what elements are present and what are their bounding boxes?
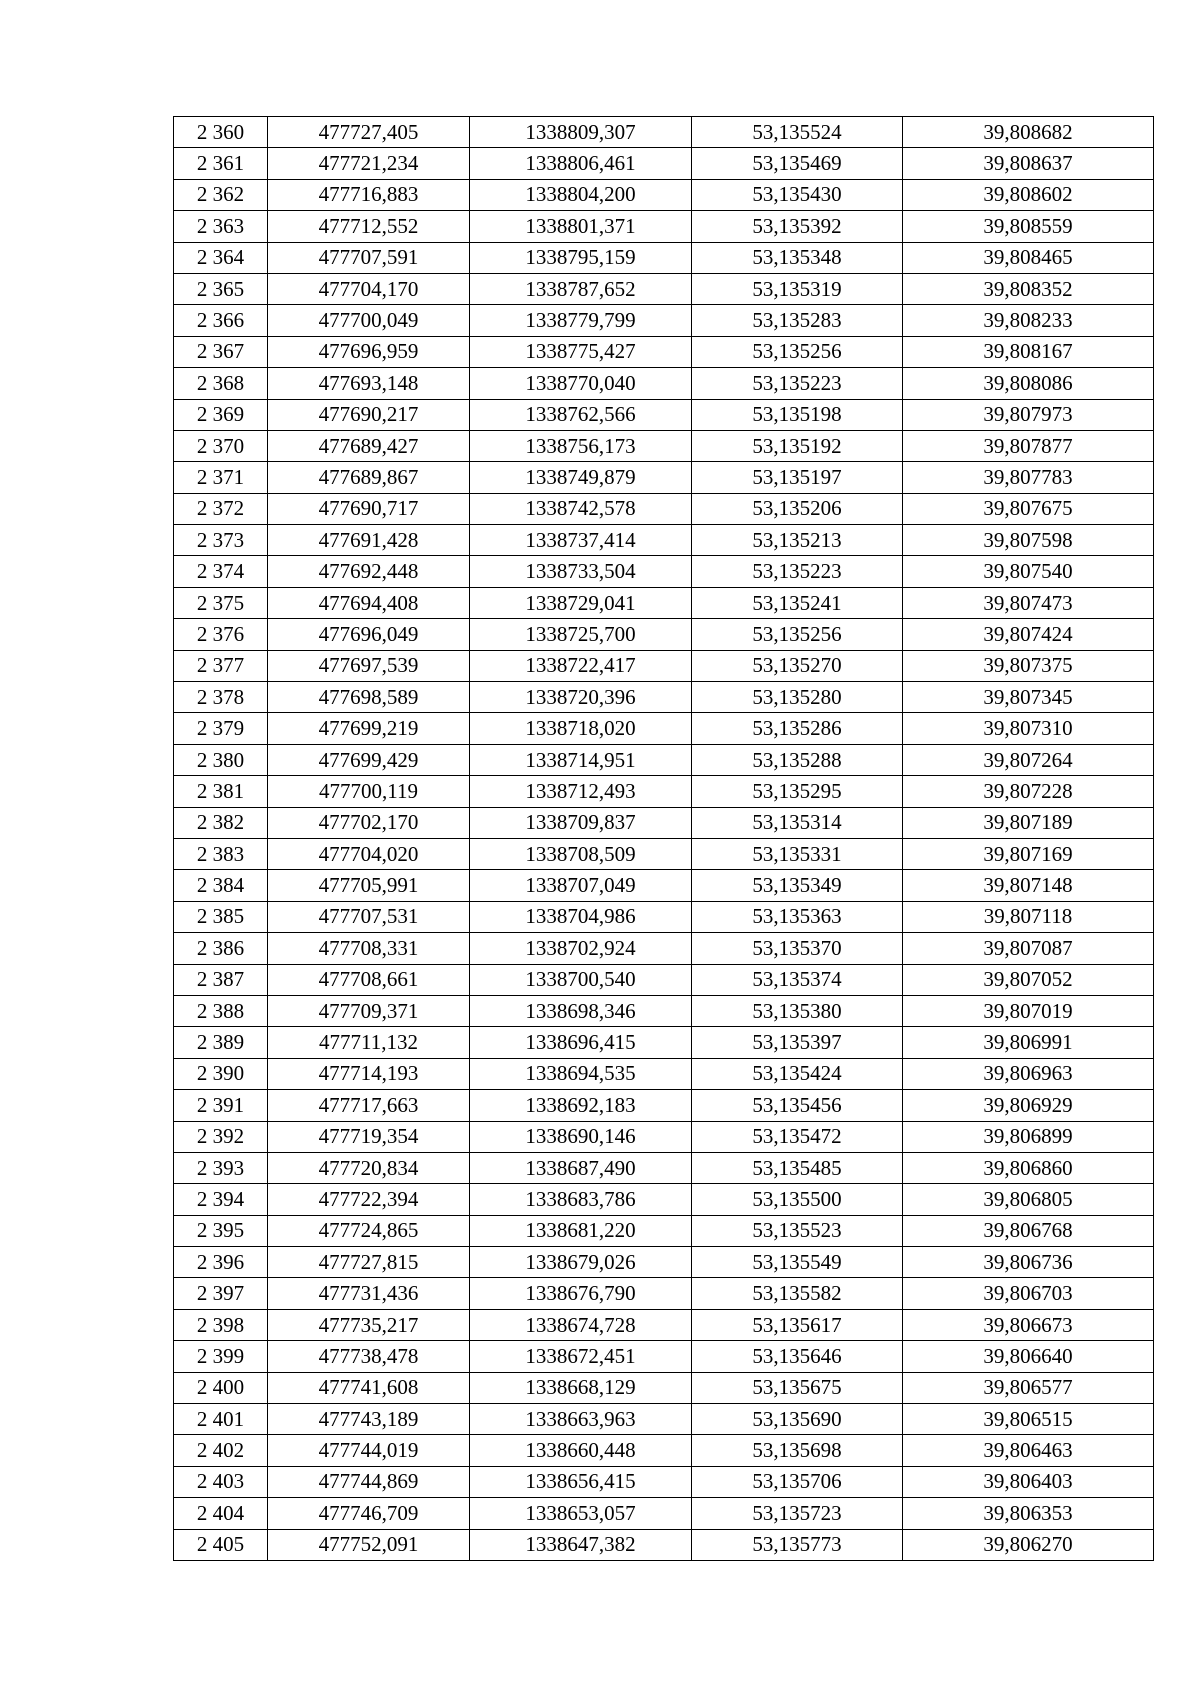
table-row (174, 1090, 1154, 1121)
y-coordinate-cell: 1338694,535 (470, 1058, 692, 1089)
latitude-cell: 53,135582 (692, 1278, 903, 1309)
table-row (174, 682, 1154, 713)
latitude-cell: 53,135198 (692, 399, 903, 430)
latitude-cell: 53,135319 (692, 273, 903, 304)
y-coordinate-cell: 1338668,129 (470, 1372, 692, 1403)
y-coordinate-cell: 1338653,057 (470, 1498, 692, 1529)
table-row (174, 399, 1154, 430)
latitude-cell: 53,135256 (692, 619, 903, 650)
y-coordinate-cell: 1338700,540 (470, 964, 692, 995)
y-coordinate-cell: 1338742,578 (470, 493, 692, 524)
longitude-cell: 39,807540 (903, 556, 1154, 587)
latitude-cell: 53,135280 (692, 682, 903, 713)
latitude-cell: 53,135646 (692, 1341, 903, 1372)
y-coordinate-cell: 1338749,879 (470, 462, 692, 493)
longitude-cell: 39,806577 (903, 1372, 1154, 1403)
table-row (174, 211, 1154, 242)
latitude-cell: 53,135392 (692, 211, 903, 242)
x-coordinate-cell: 477719,354 (268, 1121, 470, 1152)
y-coordinate-cell: 1338720,396 (470, 682, 692, 713)
y-coordinate-cell: 1338804,200 (470, 179, 692, 210)
point-number-cell: 2 393 (174, 1152, 268, 1183)
table-row (174, 995, 1154, 1026)
longitude-cell: 39,806403 (903, 1466, 1154, 1497)
longitude-cell: 39,807118 (903, 901, 1154, 932)
table-row (174, 493, 1154, 524)
y-coordinate-cell: 1338733,504 (470, 556, 692, 587)
x-coordinate-cell: 477744,869 (268, 1466, 470, 1497)
x-coordinate-cell: 477714,193 (268, 1058, 470, 1089)
y-coordinate-cell: 1338683,786 (470, 1184, 692, 1215)
point-number-cell: 2 399 (174, 1341, 268, 1372)
point-number-cell: 2 382 (174, 807, 268, 838)
y-coordinate-cell: 1338707,049 (470, 870, 692, 901)
x-coordinate-cell: 477731,436 (268, 1278, 470, 1309)
longitude-cell: 39,806270 (903, 1529, 1154, 1560)
table-row (174, 1027, 1154, 1058)
table-row (174, 933, 1154, 964)
y-coordinate-cell: 1338676,790 (470, 1278, 692, 1309)
point-number-cell: 2 368 (174, 368, 268, 399)
y-coordinate-cell: 1338770,040 (470, 368, 692, 399)
x-coordinate-cell: 477709,371 (268, 995, 470, 1026)
latitude-cell: 53,135241 (692, 587, 903, 618)
x-coordinate-cell: 477700,119 (268, 776, 470, 807)
y-coordinate-cell: 1338647,382 (470, 1529, 692, 1560)
table-row (174, 1529, 1154, 1560)
longitude-cell: 39,807345 (903, 682, 1154, 713)
table-row (174, 1404, 1154, 1435)
longitude-cell: 39,807375 (903, 650, 1154, 681)
longitude-cell: 39,807019 (903, 995, 1154, 1026)
y-coordinate-cell: 1338704,986 (470, 901, 692, 932)
table-row (174, 148, 1154, 179)
longitude-cell: 39,806353 (903, 1498, 1154, 1529)
table-row (174, 870, 1154, 901)
x-coordinate-cell: 477708,661 (268, 964, 470, 995)
x-coordinate-cell: 477696,959 (268, 336, 470, 367)
y-coordinate-cell: 1338663,963 (470, 1404, 692, 1435)
table-row (174, 273, 1154, 304)
point-number-cell: 2 365 (174, 273, 268, 304)
longitude-cell: 39,808682 (903, 117, 1154, 148)
latitude-cell: 53,135206 (692, 493, 903, 524)
longitude-cell: 39,808559 (903, 211, 1154, 242)
x-coordinate-cell: 477724,865 (268, 1215, 470, 1246)
y-coordinate-cell: 1338787,652 (470, 273, 692, 304)
latitude-cell: 53,135500 (692, 1184, 903, 1215)
y-coordinate-cell: 1338712,493 (470, 776, 692, 807)
longitude-cell: 39,806963 (903, 1058, 1154, 1089)
y-coordinate-cell: 1338672,451 (470, 1341, 692, 1372)
y-coordinate-cell: 1338679,026 (470, 1247, 692, 1278)
x-coordinate-cell: 477698,589 (268, 682, 470, 713)
latitude-cell: 53,135213 (692, 525, 903, 556)
table-row (174, 901, 1154, 932)
point-number-cell: 2 379 (174, 713, 268, 744)
latitude-cell: 53,135363 (692, 901, 903, 932)
point-number-cell: 2 398 (174, 1309, 268, 1340)
x-coordinate-cell: 477744,019 (268, 1435, 470, 1466)
point-number-cell: 2 403 (174, 1466, 268, 1497)
point-number-cell: 2 372 (174, 493, 268, 524)
latitude-cell: 53,135374 (692, 964, 903, 995)
longitude-cell: 39,807973 (903, 399, 1154, 430)
point-number-cell: 2 384 (174, 870, 268, 901)
table-row (174, 964, 1154, 995)
x-coordinate-cell: 477692,448 (268, 556, 470, 587)
y-coordinate-cell: 1338762,566 (470, 399, 692, 430)
x-coordinate-cell: 477690,717 (268, 493, 470, 524)
x-coordinate-cell: 477741,608 (268, 1372, 470, 1403)
point-number-cell: 2 404 (174, 1498, 268, 1529)
point-number-cell: 2 363 (174, 211, 268, 242)
x-coordinate-cell: 477690,217 (268, 399, 470, 430)
latitude-cell: 53,135706 (692, 1466, 903, 1497)
longitude-cell: 39,807310 (903, 713, 1154, 744)
latitude-cell: 53,135485 (692, 1152, 903, 1183)
table-row (174, 1278, 1154, 1309)
longitude-cell: 39,806805 (903, 1184, 1154, 1215)
longitude-cell: 39,808352 (903, 273, 1154, 304)
y-coordinate-cell: 1338709,837 (470, 807, 692, 838)
latitude-cell: 53,135617 (692, 1309, 903, 1340)
latitude-cell: 53,135675 (692, 1372, 903, 1403)
x-coordinate-cell: 477727,405 (268, 117, 470, 148)
x-coordinate-cell: 477702,170 (268, 807, 470, 838)
y-coordinate-cell: 1338692,183 (470, 1090, 692, 1121)
x-coordinate-cell: 477708,331 (268, 933, 470, 964)
latitude-cell: 53,135192 (692, 430, 903, 461)
point-number-cell: 2 371 (174, 462, 268, 493)
longitude-cell: 39,806515 (903, 1404, 1154, 1435)
y-coordinate-cell: 1338795,159 (470, 242, 692, 273)
y-coordinate-cell: 1338698,346 (470, 995, 692, 1026)
x-coordinate-cell: 477689,427 (268, 430, 470, 461)
table-row (174, 1152, 1154, 1183)
point-number-cell: 2 389 (174, 1027, 268, 1058)
point-number-cell: 2 374 (174, 556, 268, 587)
table-row (174, 1215, 1154, 1246)
table-row (174, 179, 1154, 210)
table-row (174, 336, 1154, 367)
latitude-cell: 53,135349 (692, 870, 903, 901)
table-row (174, 430, 1154, 461)
latitude-cell: 53,135288 (692, 744, 903, 775)
longitude-cell: 39,808637 (903, 148, 1154, 179)
latitude-cell: 53,135331 (692, 838, 903, 869)
x-coordinate-cell: 477689,867 (268, 462, 470, 493)
longitude-cell: 39,807148 (903, 870, 1154, 901)
longitude-cell: 39,806736 (903, 1247, 1154, 1278)
point-number-cell: 2 383 (174, 838, 268, 869)
coordinates-table-body (174, 117, 1154, 1561)
latitude-cell: 53,135283 (692, 305, 903, 336)
point-number-cell: 2 405 (174, 1529, 268, 1560)
x-coordinate-cell: 477712,552 (268, 211, 470, 242)
x-coordinate-cell: 477746,709 (268, 1498, 470, 1529)
point-number-cell: 2 377 (174, 650, 268, 681)
longitude-cell: 39,806991 (903, 1027, 1154, 1058)
latitude-cell: 53,135223 (692, 556, 903, 587)
x-coordinate-cell: 477752,091 (268, 1529, 470, 1560)
point-number-cell: 2 386 (174, 933, 268, 964)
point-number-cell: 2 370 (174, 430, 268, 461)
x-coordinate-cell: 477727,815 (268, 1247, 470, 1278)
y-coordinate-cell: 1338725,700 (470, 619, 692, 650)
y-coordinate-cell: 1338806,461 (470, 148, 692, 179)
x-coordinate-cell: 477704,170 (268, 273, 470, 304)
point-number-cell: 2 378 (174, 682, 268, 713)
point-number-cell: 2 362 (174, 179, 268, 210)
latitude-cell: 53,135456 (692, 1090, 903, 1121)
longitude-cell: 39,806640 (903, 1341, 1154, 1372)
x-coordinate-cell: 477722,394 (268, 1184, 470, 1215)
y-coordinate-cell: 1338775,427 (470, 336, 692, 367)
longitude-cell: 39,806673 (903, 1309, 1154, 1340)
table-row (174, 556, 1154, 587)
point-number-cell: 2 361 (174, 148, 268, 179)
y-coordinate-cell: 1338722,417 (470, 650, 692, 681)
y-coordinate-cell: 1338674,728 (470, 1309, 692, 1340)
x-coordinate-cell: 477707,531 (268, 901, 470, 932)
table-row (174, 713, 1154, 744)
latitude-cell: 53,135197 (692, 462, 903, 493)
longitude-cell: 39,808167 (903, 336, 1154, 367)
y-coordinate-cell: 1338809,307 (470, 117, 692, 148)
longitude-cell: 39,808233 (903, 305, 1154, 336)
point-number-cell: 2 385 (174, 901, 268, 932)
latitude-cell: 53,135314 (692, 807, 903, 838)
table-row (174, 1466, 1154, 1497)
x-coordinate-cell: 477721,234 (268, 148, 470, 179)
latitude-cell: 53,135286 (692, 713, 903, 744)
x-coordinate-cell: 477691,428 (268, 525, 470, 556)
table-row (174, 1121, 1154, 1152)
longitude-cell: 39,806703 (903, 1278, 1154, 1309)
longitude-cell: 39,807675 (903, 493, 1154, 524)
y-coordinate-cell: 1338702,924 (470, 933, 692, 964)
x-coordinate-cell: 477705,991 (268, 870, 470, 901)
x-coordinate-cell: 477720,834 (268, 1152, 470, 1183)
table-row (174, 1498, 1154, 1529)
latitude-cell: 53,135469 (692, 148, 903, 179)
x-coordinate-cell: 477735,217 (268, 1309, 470, 1340)
latitude-cell: 53,135270 (692, 650, 903, 681)
point-number-cell: 2 397 (174, 1278, 268, 1309)
x-coordinate-cell: 477700,049 (268, 305, 470, 336)
longitude-cell: 39,807228 (903, 776, 1154, 807)
x-coordinate-cell: 477704,020 (268, 838, 470, 869)
latitude-cell: 53,135690 (692, 1404, 903, 1435)
table-row (174, 1435, 1154, 1466)
y-coordinate-cell: 1338687,490 (470, 1152, 692, 1183)
point-number-cell: 2 376 (174, 619, 268, 650)
x-coordinate-cell: 477738,478 (268, 1341, 470, 1372)
y-coordinate-cell: 1338729,041 (470, 587, 692, 618)
longitude-cell: 39,807424 (903, 619, 1154, 650)
latitude-cell: 53,135523 (692, 1215, 903, 1246)
latitude-cell: 53,135223 (692, 368, 903, 399)
longitude-cell: 39,807264 (903, 744, 1154, 775)
latitude-cell: 53,135524 (692, 117, 903, 148)
point-number-cell: 2 394 (174, 1184, 268, 1215)
table-row (174, 744, 1154, 775)
y-coordinate-cell: 1338714,951 (470, 744, 692, 775)
point-number-cell: 2 402 (174, 1435, 268, 1466)
point-number-cell: 2 380 (174, 744, 268, 775)
table-row (174, 525, 1154, 556)
table-row (174, 776, 1154, 807)
point-number-cell: 2 360 (174, 117, 268, 148)
longitude-cell: 39,806768 (903, 1215, 1154, 1246)
y-coordinate-cell: 1338801,371 (470, 211, 692, 242)
longitude-cell: 39,806929 (903, 1090, 1154, 1121)
latitude-cell: 53,135295 (692, 776, 903, 807)
y-coordinate-cell: 1338681,220 (470, 1215, 692, 1246)
table-row (174, 242, 1154, 273)
x-coordinate-cell: 477699,219 (268, 713, 470, 744)
y-coordinate-cell: 1338690,146 (470, 1121, 692, 1152)
latitude-cell: 53,135549 (692, 1247, 903, 1278)
latitude-cell: 53,135370 (692, 933, 903, 964)
coordinates-table (173, 116, 1154, 1561)
x-coordinate-cell: 477711,132 (268, 1027, 470, 1058)
longitude-cell: 39,807783 (903, 462, 1154, 493)
table-row (174, 1247, 1154, 1278)
y-coordinate-cell: 1338656,415 (470, 1466, 692, 1497)
point-number-cell: 2 388 (174, 995, 268, 1026)
y-coordinate-cell: 1338779,799 (470, 305, 692, 336)
point-number-cell: 2 381 (174, 776, 268, 807)
longitude-cell: 39,807598 (903, 525, 1154, 556)
point-number-cell: 2 392 (174, 1121, 268, 1152)
latitude-cell: 53,135380 (692, 995, 903, 1026)
y-coordinate-cell: 1338756,173 (470, 430, 692, 461)
x-coordinate-cell: 477707,591 (268, 242, 470, 273)
x-coordinate-cell: 477743,189 (268, 1404, 470, 1435)
longitude-cell: 39,807052 (903, 964, 1154, 995)
x-coordinate-cell: 477693,148 (268, 368, 470, 399)
longitude-cell: 39,807473 (903, 587, 1154, 618)
latitude-cell: 53,135424 (692, 1058, 903, 1089)
x-coordinate-cell: 477694,408 (268, 587, 470, 618)
latitude-cell: 53,135773 (692, 1529, 903, 1560)
longitude-cell: 39,807189 (903, 807, 1154, 838)
point-number-cell: 2 396 (174, 1247, 268, 1278)
table-row (174, 650, 1154, 681)
longitude-cell: 39,807877 (903, 430, 1154, 461)
point-number-cell: 2 366 (174, 305, 268, 336)
x-coordinate-cell: 477696,049 (268, 619, 470, 650)
point-number-cell: 2 395 (174, 1215, 268, 1246)
table-row (174, 1184, 1154, 1215)
point-number-cell: 2 401 (174, 1404, 268, 1435)
table-row (174, 838, 1154, 869)
table-row (174, 1309, 1154, 1340)
point-number-cell: 2 364 (174, 242, 268, 273)
table-row (174, 305, 1154, 336)
x-coordinate-cell: 477697,539 (268, 650, 470, 681)
point-number-cell: 2 400 (174, 1372, 268, 1403)
longitude-cell: 39,808602 (903, 179, 1154, 210)
point-number-cell: 2 375 (174, 587, 268, 618)
point-number-cell: 2 373 (174, 525, 268, 556)
table-row (174, 619, 1154, 650)
x-coordinate-cell: 477716,883 (268, 179, 470, 210)
y-coordinate-cell: 1338696,415 (470, 1027, 692, 1058)
point-number-cell: 2 391 (174, 1090, 268, 1121)
latitude-cell: 53,135348 (692, 242, 903, 273)
table-row (174, 462, 1154, 493)
x-coordinate-cell: 477699,429 (268, 744, 470, 775)
latitude-cell: 53,135698 (692, 1435, 903, 1466)
longitude-cell: 39,806899 (903, 1121, 1154, 1152)
latitude-cell: 53,135430 (692, 179, 903, 210)
y-coordinate-cell: 1338718,020 (470, 713, 692, 744)
latitude-cell: 53,135397 (692, 1027, 903, 1058)
x-coordinate-cell: 477717,663 (268, 1090, 470, 1121)
table-row (174, 1372, 1154, 1403)
longitude-cell: 39,808465 (903, 242, 1154, 273)
longitude-cell: 39,806463 (903, 1435, 1154, 1466)
longitude-cell: 39,806860 (903, 1152, 1154, 1183)
table-row (174, 1058, 1154, 1089)
table-row (174, 368, 1154, 399)
longitude-cell: 39,808086 (903, 368, 1154, 399)
y-coordinate-cell: 1338737,414 (470, 525, 692, 556)
table-row (174, 1341, 1154, 1372)
point-number-cell: 2 390 (174, 1058, 268, 1089)
latitude-cell: 53,135256 (692, 336, 903, 367)
y-coordinate-cell: 1338660,448 (470, 1435, 692, 1466)
latitude-cell: 53,135723 (692, 1498, 903, 1529)
y-coordinate-cell: 1338708,509 (470, 838, 692, 869)
point-number-cell: 2 369 (174, 399, 268, 430)
latitude-cell: 53,135472 (692, 1121, 903, 1152)
table-row (174, 117, 1154, 148)
longitude-cell: 39,807087 (903, 933, 1154, 964)
table-row (174, 587, 1154, 618)
table-row (174, 807, 1154, 838)
point-number-cell: 2 367 (174, 336, 268, 367)
longitude-cell: 39,807169 (903, 838, 1154, 869)
point-number-cell: 2 387 (174, 964, 268, 995)
